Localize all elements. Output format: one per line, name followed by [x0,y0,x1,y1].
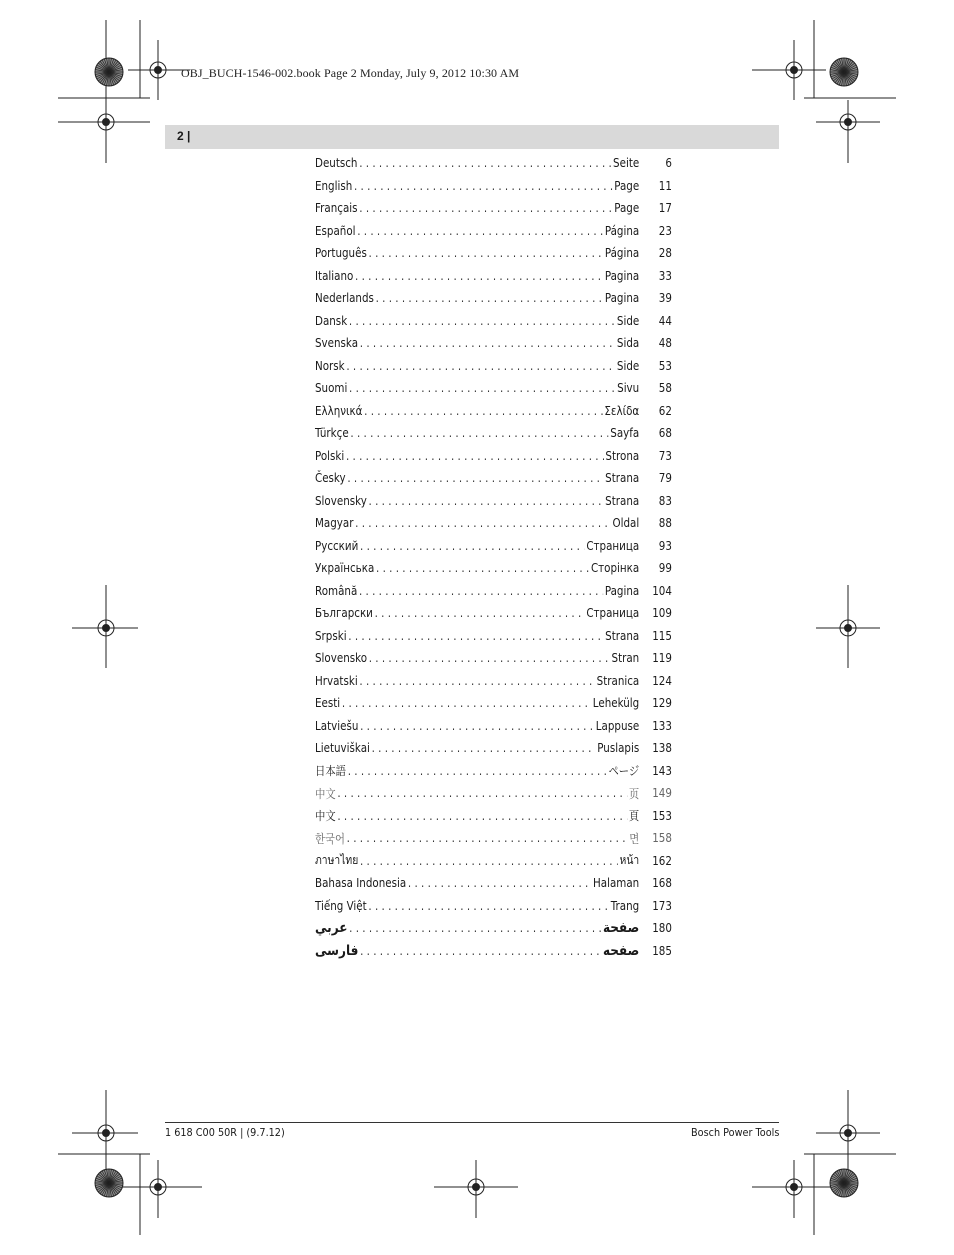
toc-language: Português [315,246,367,261]
registration-dial-icon [95,58,123,86]
toc-page-word: Strana [605,471,640,486]
toc-language: Nederlands [315,291,374,306]
page-number: 2 | [177,129,191,143]
header-bar [165,125,779,149]
toc-page-word: Side [616,313,640,328]
toc-page-number: 185 [652,943,672,958]
toc-page-word: Σελίδα [604,403,640,418]
toc-row [315,490,672,513]
toc-page-number: 138 [652,741,672,756]
toc-page-number: 124 [652,673,672,688]
toc-page-number: 58 [658,381,672,396]
toc-row [315,692,672,715]
toc-leader-dots [346,359,615,373]
toc-row [315,805,672,828]
toc-row [315,872,672,895]
toc-leader-dots [360,944,601,958]
toc-language: English [315,178,353,193]
toc-leader-dots [347,831,628,845]
toc-page-word: Stran [611,651,640,666]
toc-language: 한국어 [315,831,345,846]
toc-page-number: 99 [658,561,672,576]
toc-row [315,895,672,918]
toc-page-number: 68 [658,426,672,441]
toc-row [315,940,672,963]
toc-page-number: 168 [652,876,672,891]
toc-page-word: Oldal [612,516,640,531]
toc-leader-dots [346,449,604,463]
toc-language: Latviešu [315,718,359,733]
toc-leader-dots [348,629,603,643]
toc-page-word: Page [614,178,640,193]
toc-leader-dots [408,876,591,890]
toc-row [315,467,672,490]
toc-row [315,175,672,198]
toc-row [315,535,672,558]
toc-page-number: 133 [652,718,672,733]
toc-page-word: Strana [605,493,640,508]
toc-language: Polski [315,448,345,463]
toc-language: 中文 [315,809,336,824]
toc-leader-dots [369,246,604,260]
toc-page-number: 17 [658,201,672,216]
toc-row [315,445,672,468]
toc-page-word: Page [614,201,640,216]
toc-page-number: 83 [658,493,672,508]
toc-leader-dots [360,719,594,733]
toc-page-word: Sayfa [610,426,640,441]
toc-leader-dots [364,404,603,418]
toc-leader-dots [349,314,615,328]
toc-language: Česky [315,471,346,486]
toc-language: Ελληνικά [315,403,363,418]
toc-leader-dots [369,494,604,508]
table-of-contents [315,152,672,962]
toc-leader-dots [347,471,603,485]
toc-row [315,647,672,670]
toc-language: فارسی [315,942,359,959]
toc-leader-dots [372,741,596,755]
toc-page-word: Stranica [596,673,640,688]
toc-page-number: 48 [658,336,672,351]
toc-language: عربي [315,920,348,937]
toc-leader-dots [349,921,601,935]
toc-page-number: 153 [652,808,672,823]
toc-page-word: Lehekülg [592,696,640,711]
toc-row [315,782,672,805]
toc-language: Русский [315,538,359,553]
toc-row [315,287,672,310]
toc-language: Dansk [315,313,348,328]
toc-page-word: Strana [605,628,640,643]
toc-row [315,625,672,648]
toc-page-word: Страница [586,606,640,621]
toc-page-word: 면 [629,831,640,846]
toc-leader-dots [350,426,608,440]
toc-row [315,220,672,243]
footer-document-code: 1 618 C00 50R | (9.7.12) [165,1126,285,1139]
toc-page-number: 173 [652,898,672,913]
toc-page-number: 109 [652,606,672,621]
toc-page-number: 143 [652,763,672,778]
toc-row [315,917,672,940]
toc-language: Magyar [315,516,354,531]
toc-row [315,422,672,445]
toc-page-word: Trang [610,898,640,913]
toc-page-word: Halaman [593,876,640,891]
toc-leader-dots [359,584,603,598]
toc-language: Lietuviškai [315,741,370,756]
toc-page-number: 104 [652,583,672,598]
footer-rule [165,1122,779,1123]
toc-page-word: Strona [605,448,640,463]
toc-row [315,670,672,693]
toc-language: Română [315,583,358,598]
toc-row [315,152,672,175]
toc-language: Español [315,223,356,238]
toc-row [315,602,672,625]
toc-language: 日本語 [315,764,346,779]
toc-page-number: 158 [652,831,672,846]
toc-language: Suomi [315,381,348,396]
toc-language: Italiano [315,268,354,283]
toc-page-word: 頁 [628,809,640,824]
toc-row [315,242,672,265]
toc-page-word: Seite [613,156,640,171]
toc-page-number: 53 [658,358,672,373]
toc-row [315,850,672,873]
toc-language: Bahasa Indonesia [315,876,407,891]
toc-row [315,332,672,355]
toc-page-word: 页 [628,786,640,801]
toc-leader-dots [359,674,595,688]
toc-language: Norsk [315,358,345,373]
toc-language: Українська [315,561,375,576]
toc-language: Svenska [315,336,359,351]
toc-page-number: 28 [658,246,672,261]
toc-page-word: Puslapis [597,741,640,756]
toc-leader-dots [348,764,607,778]
toc-leader-dots [359,156,611,170]
toc-page-number: 6 [665,156,672,171]
registration-dial-icon [830,1169,858,1197]
toc-leader-dots [349,381,615,395]
toc-leader-dots [342,696,591,710]
toc-row [315,265,672,288]
toc-page-number: 93 [658,538,672,553]
toc-page-number: 88 [658,516,672,531]
toc-page-number: 115 [652,628,672,643]
toc-leader-dots [360,854,618,868]
toc-row [315,827,672,850]
toc-page-word: Сторінка [590,561,640,576]
toc-language: Slovensko [315,651,368,666]
toc-leader-dots [368,899,609,913]
toc-page-word: Lappuse [595,718,640,733]
toc-page-word: Страница [586,538,640,553]
toc-page-word: صفحة [602,920,640,937]
toc-page-word: ページ [608,764,640,779]
toc-row [315,197,672,220]
toc-leader-dots [359,201,612,215]
toc-leader-dots [355,516,611,530]
toc-language: Slovensky [315,493,367,508]
toc-page-number: 129 [652,696,672,711]
toc-page-word: Sivu [617,381,640,396]
toc-row [315,557,672,580]
toc-page-number: 44 [658,313,672,328]
toc-row [315,580,672,603]
toc-language: Srpski [315,628,347,643]
toc-page-word: Página [604,223,640,238]
toc-page-number: 162 [652,853,672,868]
toc-language: Eesti [315,696,341,711]
footer-brand: Bosch Power Tools [690,1126,779,1139]
toc-page-word: Pagina [604,291,640,306]
toc-leader-dots [354,179,613,193]
toc-leader-dots [375,606,585,620]
toc-page-number: 119 [652,651,672,666]
toc-page-number: 149 [652,786,672,801]
toc-row [315,400,672,423]
toc-leader-dots [369,651,610,665]
toc-leader-dots [376,291,604,305]
toc-page-word: Pagina [604,583,640,598]
toc-page-word: Pagina [604,268,640,283]
toc-page-number: 23 [658,223,672,238]
toc-page-word: Sida [616,336,640,351]
toc-row [315,760,672,783]
toc-page-word: صفحه [602,942,640,959]
toc-row [315,715,672,738]
toc-page-number: 33 [658,268,672,283]
toc-page-number: 79 [658,471,672,486]
toc-leader-dots [360,539,585,553]
toc-page-number: 180 [652,921,672,936]
toc-leader-dots [337,809,627,823]
toc-language: ภาษาไทย [315,853,359,868]
toc-language: Deutsch [315,156,358,171]
toc-page-number: 39 [658,291,672,306]
toc-row [315,512,672,535]
toc-row [315,737,672,760]
toc-page-word: หน้า [619,853,640,868]
toc-page-number: 11 [658,178,672,193]
toc-leader-dots [337,786,627,800]
toc-leader-dots [376,561,589,575]
toc-leader-dots [355,269,603,283]
toc-language: Türkçe [315,426,349,441]
toc-language: Български [315,606,373,621]
toc-language: Français [315,201,358,216]
registration-dial-icon [95,1169,123,1197]
toc-page-number: 62 [658,403,672,418]
toc-page-word: Página [604,246,640,261]
toc-leader-dots [357,224,603,238]
toc-row [315,310,672,333]
toc-row [315,355,672,378]
toc-language: Hrvatski [315,673,358,688]
toc-page-number: 73 [658,448,672,463]
toc-leader-dots [360,336,615,350]
document-slug: OBJ_BUCH-1546-002.book Page 2 Monday, July 9, 2012 10:30 AM [181,66,520,80]
toc-page-word: Side [616,358,640,373]
toc-language: Tiếng Việt [315,898,367,913]
toc-language: 中文 [315,786,336,801]
registration-dial-icon [830,58,858,86]
toc-row [315,377,672,400]
